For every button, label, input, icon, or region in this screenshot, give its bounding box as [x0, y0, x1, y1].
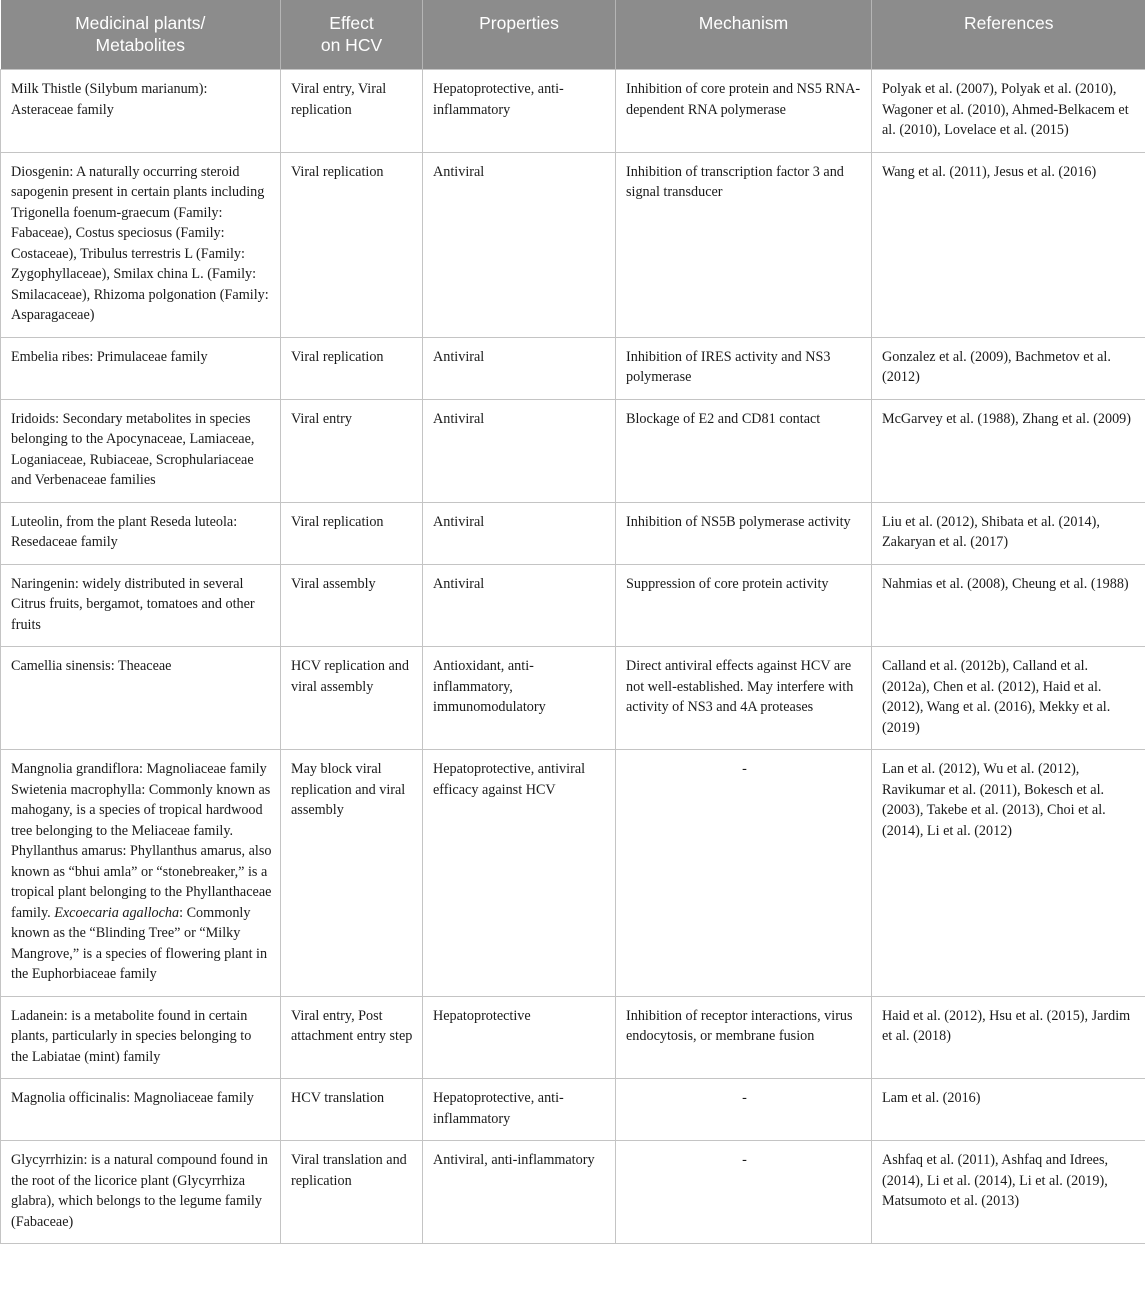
mechanism-cell: Suppression of core protein activity	[616, 564, 872, 647]
plant-cell: Luteolin, from the plant Reseda luteola: Resedaceae family	[1, 502, 281, 564]
table-row	[1, 152, 1145, 337]
plant-cell: Camellia sinensis: Theaceae	[1, 647, 281, 750]
plant-cell: Diosgenin: A naturally occurring steroid sapogenin present in certain plants including Trigonella foenum-graecum (Family: Fabaceae), Costus speciosus (Family: Costaceae), Tribulus terrestris L (Family: Zygophyllaceae), Smilax china L. (Family: Smilacaceae), Rhizoma polgonation (Family: Asparagaceae)	[1, 152, 281, 337]
mechanism-cell: Inhibition of transcription factor 3 and signal transducer	[616, 152, 872, 337]
effect-cell: Viral translation and replication	[281, 1141, 423, 1244]
effect-cell: May block viral replication and viral assembly	[281, 750, 423, 997]
header-row	[1, 0, 1145, 70]
effect-cell: Viral replication	[281, 337, 423, 399]
references-cell: Nahmias et al. (2008), Cheung et al. (1988)	[872, 564, 1145, 647]
table-row	[1, 996, 1145, 1079]
properties-cell: Antioxidant, anti-inflammatory, immunomodulatory	[423, 647, 616, 750]
plant-cell: Ladanein: is a metabolite found in certain plants, particularly in species belonging to the Labiatae (mint) family	[1, 996, 281, 1079]
references-cell: Calland et al. (2012b), Calland et al. (2012a), Chen et al. (2012), Haid et al. (2012), Wang et al. (2016), Mekky et al. (2019)	[872, 647, 1145, 750]
header-medicinal-plants: Medicinal plants/ Metabolites	[1, 0, 281, 70]
properties-cell: Antiviral	[423, 337, 616, 399]
table-row	[1, 564, 1145, 647]
plant-cell: Embelia ribes: Primulaceae family	[1, 337, 281, 399]
table-header	[1, 0, 1145, 70]
properties-cell: Hepatoprotective	[423, 996, 616, 1079]
references-cell: Polyak et al. (2007), Polyak et al. (2010), Wagoner et al. (2010), Ahmed-Belkacem et al. (2010), Lovelace et al. (2015)	[872, 70, 1145, 153]
effect-cell: HCV translation	[281, 1079, 423, 1141]
references-cell: Gonzalez et al. (2009), Bachmetov et al. (2012)	[872, 337, 1145, 399]
effect-cell: Viral entry	[281, 399, 423, 502]
table-row	[1, 1079, 1145, 1141]
mechanism-cell: Inhibition of receptor interactions, virus endocytosis, or membrane fusion	[616, 996, 872, 1079]
plant-cell: Milk Thistle (Silybum marianum): Asteraceae family	[1, 70, 281, 153]
properties-cell: Antiviral	[423, 399, 616, 502]
mechanism-cell: Direct antiviral effects against HCV are not well-established. May interfere with activity of NS3 and 4A proteases	[616, 647, 872, 750]
plant-cell: Glycyrrhizin: is a natural compound found in the root of the licorice plant (Glycyrrhiza glabra), which belongs to the legume family (Fabaceae)	[1, 1141, 281, 1244]
mechanism-cell: -	[616, 1079, 872, 1141]
properties-cell: Antiviral	[423, 564, 616, 647]
properties-cell: Hepatoprotective, anti-inflammatory	[423, 70, 616, 153]
mechanism-cell: Blockage of E2 and CD81 contact	[616, 399, 872, 502]
effect-cell: Viral entry, Post attachment entry step	[281, 996, 423, 1079]
properties-cell: Antiviral, anti-inflammatory	[423, 1141, 616, 1244]
table-row	[1, 502, 1145, 564]
references-cell: Liu et al. (2012), Shibata et al. (2014), Zakaryan et al. (2017)	[872, 502, 1145, 564]
header-references: References	[872, 0, 1145, 70]
properties-cell: Hepatoprotective, antiviral efficacy against HCV	[423, 750, 616, 997]
properties-cell: Antiviral	[423, 502, 616, 564]
mechanism-cell: Inhibition of IRES activity and NS3 polymerase	[616, 337, 872, 399]
plant-cell: Naringenin: widely distributed in several Citrus fruits, bergamot, tomatoes and other fruits	[1, 564, 281, 647]
plant-italic-name: Excoecaria agallocha	[54, 904, 180, 921]
effect-cell: Viral replication	[281, 502, 423, 564]
references-cell: Lam et al. (2016)	[872, 1079, 1145, 1141]
properties-cell: Antiviral	[423, 152, 616, 337]
table-row	[1, 750, 1145, 997]
plant-text: Mangnolia grandiflora: Magnoliaceae family Swietenia macrophylla: Commonly known as mahogany, is a species of tropical hardwood tree belonging to the Meliaceae family. Phyllanthus amarus: Phyllanthus amarus, also known as “bhui amla” or “stonebreaker,” is a tropical plant belonging to the Phyllanthaceae family.	[11, 761, 272, 921]
references-cell: McGarvey et al. (1988), Zhang et al. (2009)	[872, 399, 1145, 502]
mechanism-cell: Inhibition of core protein and NS5 RNA-dependent RNA polymerase	[616, 70, 872, 153]
effect-cell: Viral replication	[281, 152, 423, 337]
plant-cell: Magnolia officinalis: Magnoliaceae family	[1, 1079, 281, 1141]
references-cell: Lan et al. (2012), Wu et al. (2012), Ravikumar et al. (2011), Bokesch et al. (2003), Takebe et al. (2013), Choi et al. (2014), Li et al. (2012)	[872, 750, 1145, 997]
table-body	[1, 70, 1145, 1244]
effect-cell: HCV replication and viral assembly	[281, 647, 423, 750]
table-row	[1, 70, 1145, 153]
effect-cell: Viral entry, Viral replication	[281, 70, 423, 153]
effect-cell: Viral assembly	[281, 564, 423, 647]
header-properties: Properties	[423, 0, 616, 70]
mechanism-cell: -	[616, 750, 872, 997]
table-row	[1, 1141, 1145, 1244]
header-mechanism: Mechanism	[616, 0, 872, 70]
plant-text: : Commonly known as the “Blinding Tree” or “Milky Mangrove,” is a species of flowering plant in the Euphorbiaceae family	[11, 904, 268, 982]
references-cell: Wang et al. (2011), Jesus et al. (2016)	[872, 152, 1145, 337]
properties-cell: Hepatoprotective, anti-inflammatory	[423, 1079, 616, 1141]
plant-cell	[1, 750, 281, 997]
mechanism-cell: -	[616, 1141, 872, 1244]
mechanism-cell: Inhibition of NS5B polymerase activity	[616, 502, 872, 564]
header-effect-on-hcv: Effect on HCV	[281, 0, 423, 70]
table-row	[1, 337, 1145, 399]
plant-cell: Iridoids: Secondary metabolites in species belonging to the Apocynaceae, Lamiaceae, Loganiaceae, Rubiaceae, Scrophulariaceae and Verbenaceae families	[1, 399, 281, 502]
references-cell: Haid et al. (2012), Hsu et al. (2015), Jardim et al. (2018)	[872, 996, 1145, 1079]
references-cell: Ashfaq et al. (2011), Ashfaq and Idrees, (2014), Li et al. (2014), Li et al. (2019), Matsumoto et al. (2013)	[872, 1141, 1145, 1244]
table-row	[1, 647, 1145, 750]
table-row	[1, 399, 1145, 502]
